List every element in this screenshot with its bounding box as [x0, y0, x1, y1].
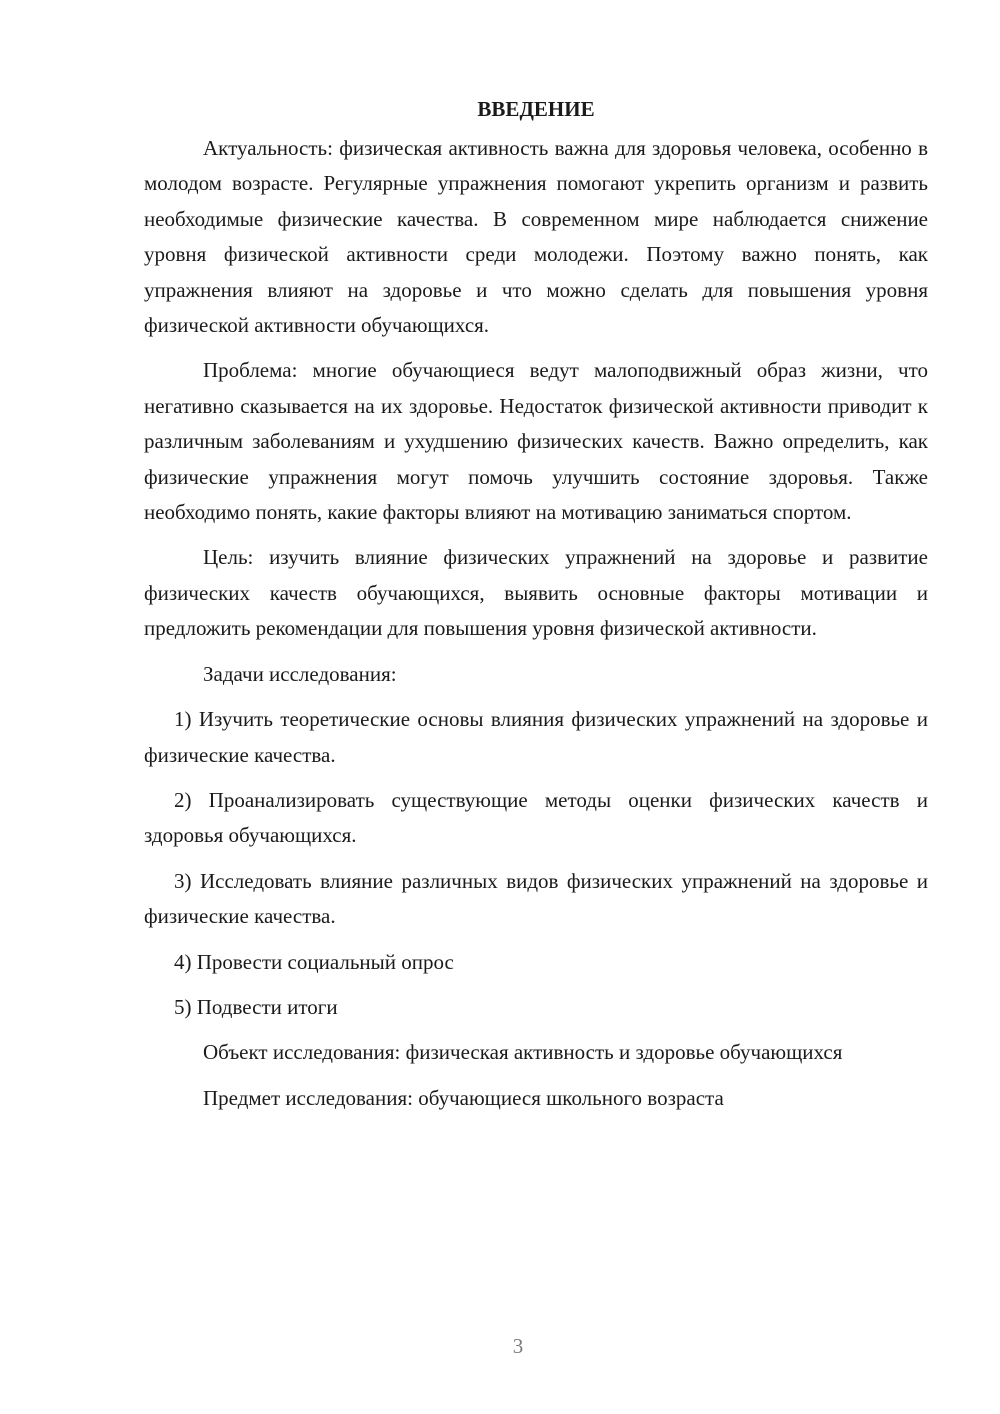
task-item-4: 4) Провести социальный опрос — [174, 949, 454, 974]
page-number: 3 — [512, 1334, 524, 1358]
section-heading: ВВЕДЕНИЕ — [477, 97, 595, 121]
task-item-3: 3) Исследовать влияние различных видов физических упражнений на здоровье и физические качества. — [144, 868, 928, 929]
paragraph-problem: Проблема: многие обучающиеся ведут малоподвижный образ жизни, что негативно сказывается на их здоровье. Недостаток физической активности приводит к различным заболеваниям и ухудшению физических качеств. Важно определить, как физические упражнения могут помочь улучшить состояние здоровья. Также необходимо понять, какие факторы влияют на мотивацию заниматься спортом. — [144, 358, 928, 525]
document-page — [144, 92, 928, 1126]
task-item-2: 2) Проанализировать существующие методы оценки физических качеств и здоровья обучающихся. — [144, 787, 928, 848]
paragraph-relevance: Актуальность: физическая активность важна для здоровья человека, особенно в молодом возрасте. Регулярные упражнения помогают укрепить организм и развить необходимые физические качества. В современном мире наблюдается снижение уровня физической активности среди молодежи. Поэтому важно понять, как упражнения влияют на здоровье и что можно сделать для повышения уровня физической активности обучающихся. — [144, 136, 928, 338]
task-item-1: 1) Изучить теоретические основы влияния физических упражнений на здоровье и физические качества. — [144, 707, 928, 767]
paragraph-goal: Цель: изучить влияние физических упражнений на здоровье и развитие физических качеств обучающихся, выявить основные факторы мотивации и предложить рекомендации для повышения уровня физической активности. — [144, 545, 928, 641]
paragraph-object: Объект исследования: физическая активность и здоровье обучающихся — [203, 1040, 843, 1065]
paragraph-subject: Предмет исследования: обучающиеся школьного возраста — [203, 1085, 724, 1110]
tasks-title: Задачи исследования: — [203, 661, 397, 686]
task-item-5: 5) Подвести итоги — [174, 994, 338, 1019]
